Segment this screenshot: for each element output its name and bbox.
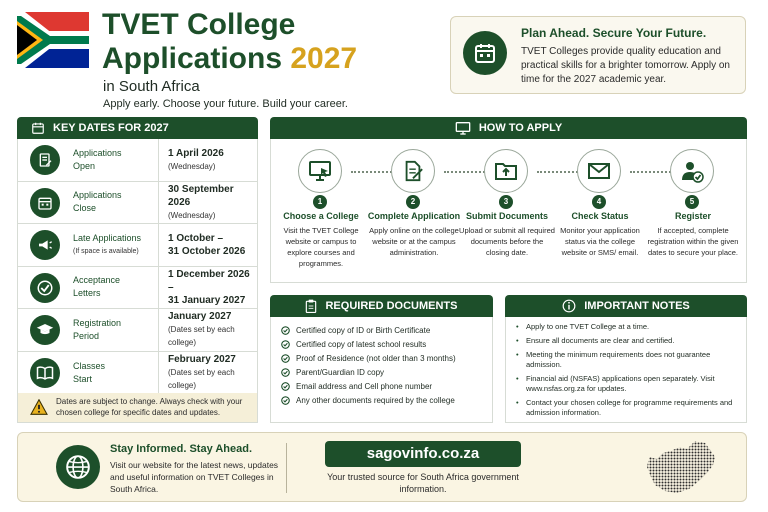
globe-icon [56,445,100,489]
key-date-line1: January 2027 [168,311,232,323]
key-date-note: (Dates set by each college) [168,325,235,348]
envelope-icon [577,149,621,193]
key-date-name-line2: Open [73,160,96,171]
key-date-line1: 1 December 2026 – [168,268,250,293]
key-dates-table [17,139,258,395]
key-date-name-sub: (If space is available) [73,247,139,255]
key-dates-header [17,117,258,139]
key-date-line2: 31 October 2026 [168,245,246,257]
footer-title: Stay Informed. Stay Ahead. [110,443,253,455]
calendar-icon [30,188,60,218]
list-item [281,379,492,393]
key-date-note: (Wednesday) [168,161,216,171]
key-date-name-line2: Start [73,373,93,384]
title-line-2: Applications [102,42,283,75]
page-tagline: Apply early. Choose your future. Build your career. [103,98,348,110]
list-item: • Ensure all documents are clear and certified. [516,336,740,346]
title-year: 2027 [290,42,358,75]
megaphone-icon [30,230,60,260]
list-item: • Financial aid (NSFAS) applications open separately. Visit www.nsfas.org.za for updates. [516,374,740,394]
calendar-icon [31,121,45,135]
south-africa-map-icon [643,439,723,497]
graduation-cap-icon [30,315,60,345]
key-date-value [168,224,258,266]
table-row [18,139,257,182]
required-documents-heading: REQUIRED DOCUMENTS [325,300,458,312]
page-subtitle: in South Africa [103,78,200,95]
computer-icon [298,149,342,193]
how-to-apply-heading: HOW TO APPLY [478,122,563,134]
table-row [18,224,257,267]
key-date-line1: 1 April 2026 [168,147,224,159]
south-africa-flag-icon [17,12,89,68]
check-circle-icon [281,382,290,391]
key-date-name-line1: Classes [73,360,106,371]
key-date-line1: 30 September 2026 [168,183,234,208]
how-to-apply-header [270,117,747,139]
document-text: Certified copy of latest school results [296,339,427,349]
step-number: 1 [313,195,327,209]
required-documents-list [270,317,493,423]
dates-warning [17,393,258,423]
step-description: Apply online on the college website or at the campus administration. [369,226,459,257]
key-date-name [73,267,153,309]
document-text: Parent/Guardian ID copy [296,367,385,377]
website-link[interactable]: sagovinfo.co.za [325,441,521,467]
table-row [18,352,257,395]
table-row [18,309,257,352]
required-documents-header [270,295,493,317]
list-item: • Apply to one TVET College at a time. [516,322,740,332]
info-icon [562,299,576,313]
key-date-name [73,182,153,224]
how-to-apply-steps [270,139,747,283]
page-title [102,8,357,76]
step-title: Complete Application [367,211,461,221]
step-number: 4 [592,195,606,209]
step-number: 5 [685,195,699,209]
table-row [18,267,257,310]
document-text: Email address and Cell phone number [296,381,433,391]
step-number: 2 [406,195,420,209]
plan-ahead-box [450,16,746,94]
document-text: Proof of Residence (not older than 3 months) [296,353,456,363]
plan-title: Plan Ahead. Secure Your Future. [521,26,707,40]
key-date-name-line2: Letters [73,288,101,299]
step-number: 3 [499,195,513,209]
check-circle-icon [281,340,290,349]
dates-warning-text: Dates are subject to change. Always check with your chosen college for specific dates and updates. [56,397,243,417]
user-check-icon [670,149,714,193]
title-line-1: TVET College [102,8,296,41]
key-date-name-line1: Registration [73,317,122,328]
key-date-name-line1: Late Applications [73,232,142,243]
key-date-line2: 31 January 2027 [168,294,246,306]
key-date-name [73,224,153,266]
key-date-line1: February 2027 [168,354,236,366]
document-text: Any other documents required by the college [296,395,455,405]
list-item [281,323,492,337]
table-row [18,182,257,225]
footer-text: Visit our website for the latest news, updates and useful information on TVET Colleges in South Africa. [110,460,279,494]
checkmark-icon [30,273,60,303]
key-date-name [73,139,153,181]
key-date-note: (Wednesday) [168,210,216,220]
check-circle-icon [281,354,290,363]
key-date-value [168,309,258,351]
document-text: Certified copy of ID or Birth Certificate [296,325,431,335]
key-date-name-line1: Applications [73,190,122,201]
key-date-name-line2: Close [73,203,97,214]
list-item [281,365,492,379]
check-circle-icon [281,396,290,405]
footer [17,432,747,502]
check-circle-icon [281,368,290,377]
step-description: If accepted, complete registration within the given dates to secure your place. [647,226,739,257]
step-title: Check Status [571,211,629,221]
key-date-name-line2: Period [73,330,100,341]
key-date-value [168,182,258,224]
key-date-name [73,309,153,351]
title-line-2-wrap [102,42,357,76]
list-item: • Contact your chosen college for programme requirements and admission information. [516,398,740,418]
key-date-name-line1: Acceptance [73,275,121,286]
step-title: Choose a College [283,211,359,221]
important-notes-heading: IMPORTANT NOTES [584,300,690,312]
key-date-line1: 1 October – [168,232,224,244]
document-edit-icon [391,149,435,193]
step-title: Submit Documents [465,211,548,221]
check-circle-icon [281,326,290,335]
list-item [281,393,492,407]
plan-text: TVET Colleges provide quality education and practical skills for a brighter tomorrow. Apply on time for the 2027 academic year. [521,46,730,85]
step-description: Visit the TVET College website or campus to explore courses and programmes. [283,226,359,268]
key-date-note: (Dates set by each college) [168,368,235,391]
list-item [281,337,492,351]
book-icon [30,358,60,388]
clipboard-icon [305,299,317,313]
list-item [281,351,492,365]
key-dates-heading: KEY DATES FOR 2027 [53,122,169,134]
folder-upload-icon [484,149,528,193]
step-description: Monitor your application status via the college website or SMS/ email. [560,226,640,257]
key-date-value [168,267,258,309]
calendar-icon [463,31,507,75]
important-notes-list [505,317,747,423]
important-notes-header [505,295,747,317]
key-date-name [73,352,153,395]
warning-icon [30,399,48,420]
website-description: Your trusted source for South Africa government information. [327,472,519,494]
application-form-icon [30,145,60,175]
key-date-name-line1: Applications [73,147,122,158]
monitor-icon [455,121,471,135]
key-date-value [168,139,258,181]
step-title: Register [674,211,711,221]
step-description: Upload or submit all required documents before the closing date. [459,226,555,257]
list-item: • Meeting the minimum requirements does not guarantee admission. [516,350,740,370]
key-date-value [168,352,258,395]
